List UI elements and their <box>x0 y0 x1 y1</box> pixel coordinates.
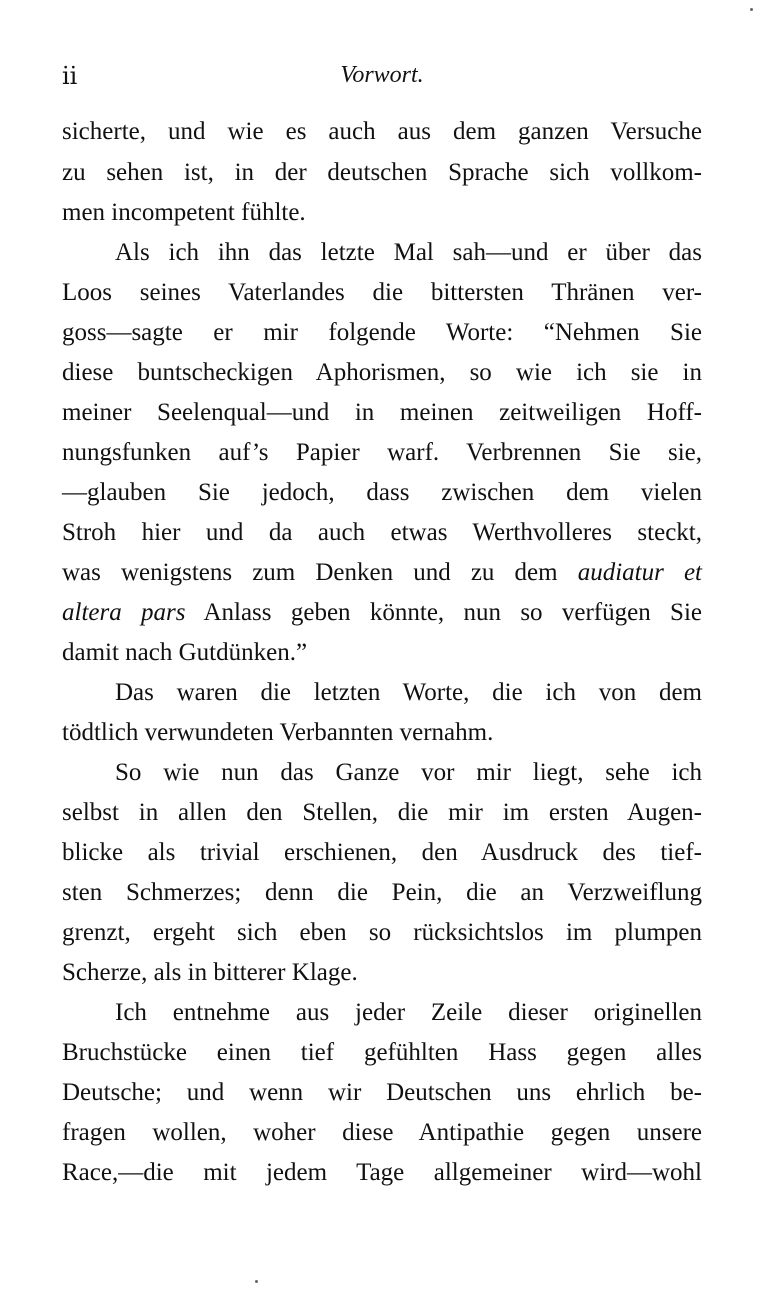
text-line <box>62 553 702 593</box>
text-line: goss—sagte er mir folgende Worte: “Nehmen Sie <box>62 319 702 346</box>
text-line: —glauben Sie jedoch, dass zwischen dem vielen <box>62 479 702 506</box>
text-segment: Anlass geben könnte, nun so verfügen Sie <box>185 599 702 626</box>
latin-phrase: altera pars <box>62 599 186 626</box>
text-line: tödtlich verwundeten Verbannten vernahm. <box>62 719 494 746</box>
page-number: ii <box>62 62 78 90</box>
running-head: Vorwort. <box>340 62 424 88</box>
text-line: selbst in allen den Stellen, die mir im ersten Augen- <box>62 799 702 826</box>
text-line: diese buntscheckigen Aphorismen, so wie ich sie in <box>62 359 702 386</box>
text-segment: was wenigstens zum Denken und zu dem <box>62 559 578 586</box>
text-line: Race,—die mit jedem Tage allgemeiner wird—wohl <box>62 1159 702 1186</box>
text-line: meiner Seelenqual—und in meinen zeitweiligen Hoff- <box>62 399 702 426</box>
page-header <box>62 62 702 92</box>
text-line: Bruchstücke einen tief gefühlten Hass gegen alles <box>62 1039 702 1066</box>
text-line: nungsfunken auf’s Papier warf. Verbrennen Sie sie, <box>62 439 702 466</box>
paragraph-first-line: Das waren die letzten Worte, die ich von dem <box>115 679 702 706</box>
print-speck <box>255 1280 258 1283</box>
text-line: sicherte, und wie es auch aus dem ganzen Versuche <box>62 118 702 145</box>
text-line: fragen wollen, woher diese Antipathie gegen unsere <box>62 1119 702 1146</box>
text-line: grenzt, ergeht sich eben so rücksichtslos im plumpen <box>62 919 702 946</box>
text-line: Loos seines Vaterlandes die bittersten Thränen ver- <box>62 279 702 306</box>
paragraph-first-line: Als ich ihn das letzte Mal sah—und er über das <box>115 239 702 266</box>
text-line: Stroh hier und da auch etwas Werthvolleres steckt, <box>62 519 702 546</box>
latin-phrase: audiatur et <box>577 559 702 586</box>
text-line: Deutsche; und wenn wir Deutschen uns ehrlich be- <box>62 1079 702 1106</box>
paragraph-first-line: Ich entnehme aus jeder Zeile dieser originellen <box>115 999 702 1026</box>
text-line: damit nach Gutdünken.” <box>62 639 308 666</box>
text-line: men incompetent fühlte. <box>62 199 306 226</box>
print-speck <box>750 8 753 11</box>
text-line: sten Schmerzes; denn die Pein, die an Verzweiflung <box>62 879 702 906</box>
text-line: Scherze, als in bitterer Klage. <box>62 959 358 986</box>
text-line: zu sehen ist, in der deutschen Sprache sich vollkom- <box>62 159 702 186</box>
text-line <box>62 593 702 633</box>
paragraph-first-line: So wie nun das Ganze vor mir liegt, sehe ich <box>115 759 702 786</box>
text-line: blicke als trivial erschienen, den Ausdruck des tief- <box>62 839 702 866</box>
